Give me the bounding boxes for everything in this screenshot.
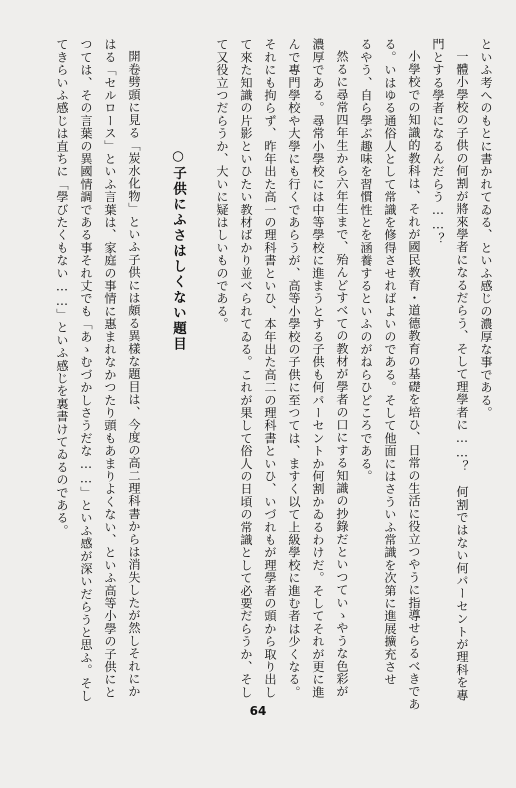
- text-column: はる「セルロース」といふ言葉は、家庭の事情に惠まれなかつたり頭もあまりよくない、といふ高等小學の子供にと: [103, 38, 117, 699]
- text-column: て又役立つだらうか、大いに疑はしいものである。: [215, 38, 229, 331]
- section-heading: ○子供にふさはしくない題目: [170, 148, 186, 352]
- text-column: つては、その言葉の異國情調である事それ丈でも「あゝむづかしさうだな……」といふ感が深いだらうと思ふ。そし: [79, 38, 93, 702]
- text-column: それにも拘らず、昨年出た高一の理科書といひ、本年出た高二の理科書といひ、いづれもが理學者の頭から取り出し: [263, 38, 277, 699]
- text-column: 一體小學校の子供の何割が將來學者になるだらう、そして理學者に……？ 何割ではない何パーセントが理科を專: [455, 50, 469, 702]
- text-column: といふ考へのもとに書かれてゐる、といふ感じの濃厚な事である。: [479, 38, 493, 419]
- text-column: てきらいふ感じは直ちに「學びたくもない……」といふ感じを裏書けてゐるのである。: [55, 38, 69, 537]
- text-column: 然るに尋常四年生から六年生まで、殆んどすべての教材が學者の口にする知識の抄錄だといつていゝやうな色彩が: [335, 50, 349, 698]
- text-column: 濃厚である。尋常小學校には中等學校に進まうとする子供も何パーセントか何割かゐるわけだ。そしてそれが更に進: [311, 38, 325, 699]
- text-column: 開卷劈頭に見る「炭水化物」といふ子供には頗る異樣な題目は、今度の高二理科書からは消失したが然しそれにか: [127, 50, 141, 698]
- page-number: 64: [249, 704, 267, 718]
- text-column: る。いはゆる通俗人として常識を修得させればよいのである。そして他面にはさういふ常識を次第に進展擴充させ: [383, 38, 397, 686]
- text-column: 門とする學者になるんだらう……？: [431, 38, 445, 245]
- text-column: るやう、自ら學ぶ趣味を習慣性とを涵養するといふのがねらひどころである。: [359, 38, 373, 483]
- text-column: んで專門學校や大學にも行くであらうが、高等小學校の子供に至つては、ますく以て上級學校に進む者は少くなる。: [287, 38, 301, 699]
- text-column: 小學校での知識的教科は、それが國民教育・道德教育の基礎を培ひ、日常の生活に役立つやうに指導せらるべきであ: [407, 50, 421, 711]
- text-column: て來た知識の片影といひたい教材ばかり並べられてゐる。これが果して俗人の日頃の常識として必要だらうか、そし: [239, 38, 253, 699]
